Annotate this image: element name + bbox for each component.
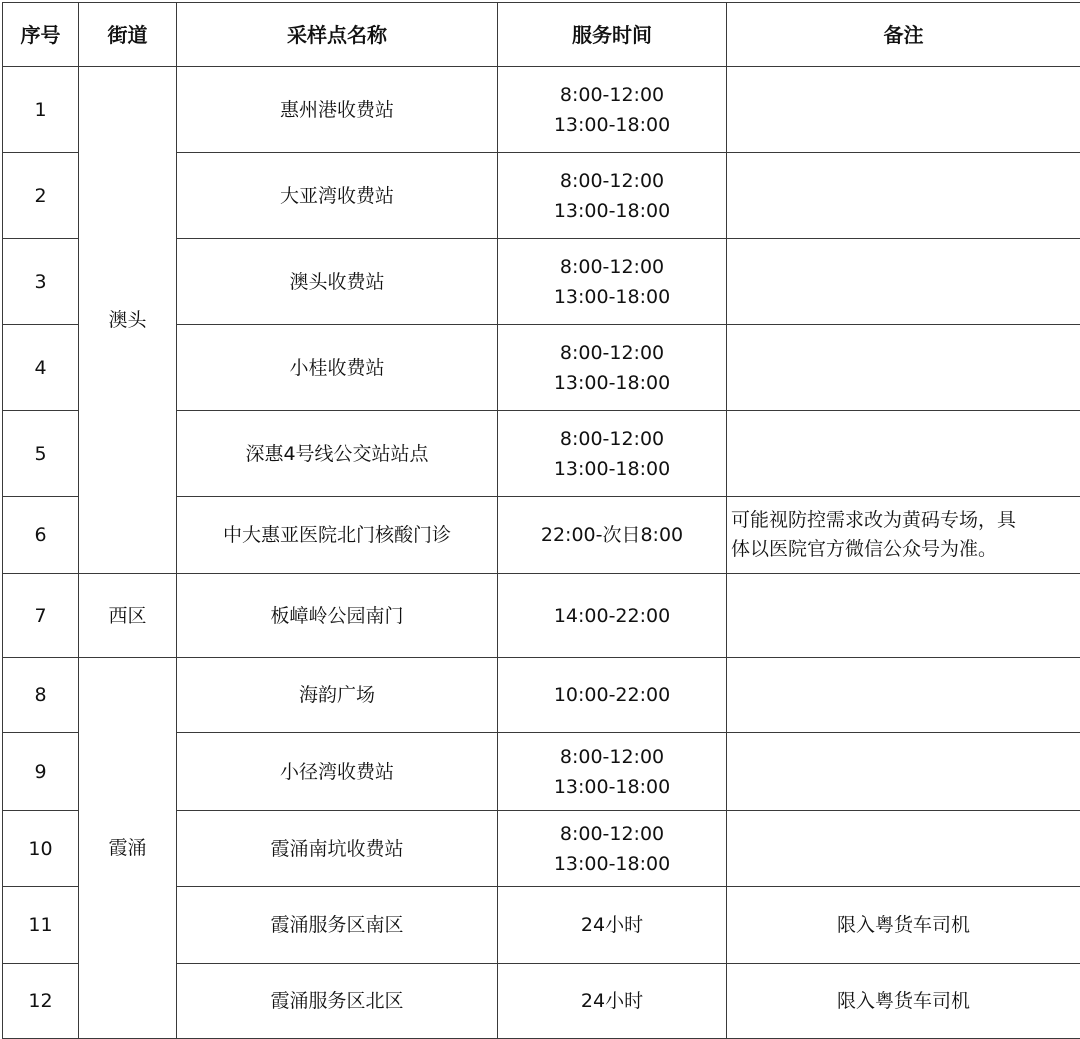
note-cell: 限入粤货车司机: [727, 964, 1080, 1039]
hours-line: 13:00-18:00: [498, 110, 726, 140]
street-cell: 霞涌: [79, 658, 177, 1039]
header-index: 序号: [3, 3, 79, 67]
service-hours: 10:00-22:00: [498, 658, 727, 733]
site-name: 澳头收费站: [177, 239, 498, 325]
note-line: 可能视防控需求改为黄码专场，具: [731, 506, 1080, 535]
service-hours: [498, 325, 727, 411]
service-hours: 24小时: [498, 887, 727, 964]
site-name: 板嶂岭公园南门: [177, 574, 498, 658]
note-cell: [727, 574, 1080, 658]
street-cell: 澳头: [79, 67, 177, 574]
service-hours: 22:00-次日8:00: [498, 497, 727, 574]
hours-line: 13:00-18:00: [498, 368, 726, 398]
hours-line: 8:00-12:00: [498, 338, 726, 368]
header-street: 街道: [79, 3, 177, 67]
hours-line: 13:00-18:00: [498, 196, 726, 226]
site-name: 小径湾收费站: [177, 733, 498, 811]
service-hours: 14:00-22:00: [498, 574, 727, 658]
row-index: 8: [3, 658, 79, 733]
service-hours: 24小时: [498, 964, 727, 1039]
note-cell: [727, 153, 1080, 239]
row-index: 11: [3, 887, 79, 964]
row-index: 12: [3, 964, 79, 1039]
row-index: 6: [3, 497, 79, 574]
site-name: 深惠4号线公交站站点: [177, 411, 498, 497]
site-name: 海韵广场: [177, 658, 498, 733]
service-hours: [498, 67, 727, 153]
note-line: 体以医院官方微信公众号为准。: [731, 535, 1080, 564]
site-name: 中大惠亚医院北门核酸门诊: [177, 497, 498, 574]
row-index: 3: [3, 239, 79, 325]
site-name: 大亚湾收费站: [177, 153, 498, 239]
row-index: 5: [3, 411, 79, 497]
service-hours: [498, 411, 727, 497]
hours-line: 8:00-12:00: [498, 819, 726, 849]
header-site: 采样点名称: [177, 3, 498, 67]
note-cell: [727, 411, 1080, 497]
note-cell: [727, 67, 1080, 153]
site-name: 小桂收费站: [177, 325, 498, 411]
note-cell: [727, 658, 1080, 733]
hours-line: 13:00-18:00: [498, 282, 726, 312]
service-hours: [498, 153, 727, 239]
row-index: 2: [3, 153, 79, 239]
row-index: 10: [3, 811, 79, 887]
note-cell: [727, 497, 1080, 574]
note-cell: [727, 239, 1080, 325]
street-cell: 西区: [79, 574, 177, 658]
service-hours: [498, 811, 727, 887]
table-row: [3, 658, 1080, 733]
table-row: [3, 574, 1080, 658]
row-index: 9: [3, 733, 79, 811]
site-name: 惠州港收费站: [177, 67, 498, 153]
hours-line: 8:00-12:00: [498, 80, 726, 110]
site-name: 霞涌服务区北区: [177, 964, 498, 1039]
service-hours: [498, 239, 727, 325]
site-name: 霞涌服务区南区: [177, 887, 498, 964]
header-note: 备注: [727, 3, 1080, 67]
service-hours: [498, 733, 727, 811]
row-index: 7: [3, 574, 79, 658]
note-cell: [727, 325, 1080, 411]
hours-line: 8:00-12:00: [498, 166, 726, 196]
hours-line: 13:00-18:00: [498, 849, 726, 879]
note-cell: [727, 733, 1080, 811]
row-index: 1: [3, 67, 79, 153]
row-index: 4: [3, 325, 79, 411]
hours-line: 8:00-12:00: [498, 742, 726, 772]
hours-line: 13:00-18:00: [498, 454, 726, 484]
header-row: [3, 3, 1080, 67]
site-name: 霞涌南坑收费站: [177, 811, 498, 887]
hours-line: 13:00-18:00: [498, 772, 726, 802]
sampling-sites-table: [2, 2, 1080, 1039]
table-row: [3, 67, 1080, 153]
header-hours: 服务时间: [498, 3, 727, 67]
hours-line: 8:00-12:00: [498, 252, 726, 282]
note-cell: 限入粤货车司机: [727, 887, 1080, 964]
note-cell: [727, 811, 1080, 887]
hours-line: 8:00-12:00: [498, 424, 726, 454]
